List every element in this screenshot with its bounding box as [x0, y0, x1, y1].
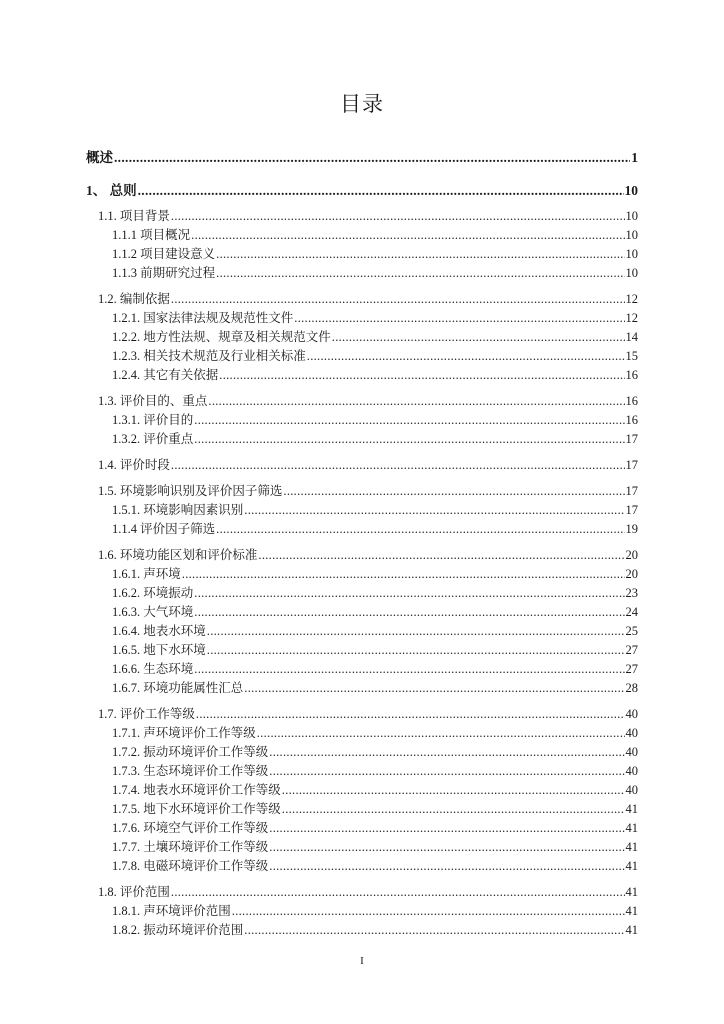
toc-entry-page: 10 [625, 209, 638, 223]
toc-entry[interactable] [98, 289, 638, 307]
toc-entry-label: 1.2.4. 其它有关依据 [112, 368, 219, 382]
toc-entry[interactable] [112, 920, 638, 938]
toc-entry-label: 1.1.3 前期研究过程 [112, 266, 216, 280]
toc-entry-label: 1.8.1. 声环境评价范围 [112, 904, 231, 918]
toc-entry-label: 1.5. 环境影响识别及评价因子筛选 [98, 484, 283, 498]
leader-dots [244, 681, 624, 696]
toc-entry-label: 1.7.4. 地表水环境评价工作等级 [112, 783, 281, 797]
toc-entry-label: 1.6.7. 环境功能属性汇总 [112, 681, 244, 695]
toc-entry-page: 40 [625, 726, 638, 740]
toc-entry-page: 28 [625, 681, 638, 695]
toc-entry-label: 1.7.8. 电磁环境评价工作等级 [112, 859, 269, 873]
leader-dots [216, 266, 624, 281]
leader-dots [208, 394, 624, 409]
toc-entry[interactable] [98, 206, 638, 224]
toc-entry-page: 10 [625, 228, 638, 242]
toc-entry[interactable] [86, 146, 638, 166]
toc-entry[interactable] [112, 818, 638, 836]
toc-entry-page: 10 [625, 266, 638, 280]
page-title: 目录 [340, 92, 384, 116]
leader-dots [194, 662, 624, 677]
toc-entry-page: 27 [625, 643, 638, 657]
toc-entry[interactable] [112, 500, 638, 518]
toc-entry[interactable] [112, 837, 638, 855]
toc-entry[interactable] [98, 455, 638, 473]
toc-entry[interactable] [112, 780, 638, 798]
toc-entry-label: 1.8. 评价范围 [98, 885, 170, 899]
toc-entry-label: 1.2. 编制依据 [98, 292, 170, 306]
toc-entry-label: 1.7.2. 振动环境评价工作等级 [112, 745, 269, 759]
toc-entry[interactable] [98, 391, 638, 409]
leader-dots [171, 885, 625, 900]
leader-dots [257, 726, 625, 741]
toc-entry[interactable] [112, 410, 638, 428]
toc-entry-label: 1.7.7. 土壤环境评价工作等级 [112, 840, 269, 854]
leader-dots [244, 923, 624, 938]
toc-entry-page: 23 [625, 586, 638, 600]
toc-entry[interactable] [112, 742, 638, 760]
leader-dots [283, 484, 624, 499]
toc-entry[interactable] [112, 640, 638, 658]
toc-entry-label: 1.6.6. 生态环境 [112, 662, 194, 676]
toc-entry-page: 16 [625, 413, 638, 427]
toc-entry[interactable] [112, 365, 638, 383]
leader-dots [196, 707, 625, 722]
toc-entry-label: 1.3.2. 评价重点 [112, 432, 194, 446]
toc-entry[interactable] [112, 519, 638, 537]
leader-dots [307, 349, 625, 364]
toc-entry-page: 25 [625, 624, 638, 638]
toc-entry-page: 14 [625, 330, 638, 344]
toc-entry-label: 1.2.3. 相关技术规范及行业相关标准 [112, 349, 306, 363]
toc-entry-label: 1.2.2. 地方性法规、规章及相关规范文件 [112, 330, 331, 344]
toc-entry-label: 1.1.1 项目概况 [112, 228, 191, 242]
toc-entry-label: 1.7. 评价工作等级 [98, 707, 195, 721]
leader-dots [207, 624, 625, 639]
toc-entry-label: 1.6.1. 声环境 [112, 567, 181, 581]
leader-dots [138, 183, 624, 199]
toc-entry[interactable] [112, 429, 638, 447]
toc-entry-label: 1.7.1. 声环境评价工作等级 [112, 726, 256, 740]
toc-entry[interactable] [112, 263, 638, 281]
toc-entry-page: 17 [625, 503, 638, 517]
toc-entry-page: 41 [625, 840, 638, 854]
toc-entry-page: 10 [625, 247, 638, 261]
leader-dots [269, 840, 624, 855]
toc-entry[interactable] [112, 244, 638, 262]
toc-entry-page: 12 [625, 311, 638, 325]
toc-entry-page: 40 [625, 764, 638, 778]
toc-entry-page: 40 [625, 707, 638, 721]
toc-entry-label: 1.1.2 项目建设意义 [112, 247, 216, 261]
toc-entry-label: 1.3.1. 评价目的 [112, 413, 194, 427]
toc-entry[interactable] [112, 678, 638, 696]
toc-entry-label: 1.3. 评价目的、重点 [98, 394, 208, 408]
leader-dots [294, 311, 624, 326]
leader-dots [171, 458, 625, 473]
toc-entry-page: 17 [625, 432, 638, 446]
leader-dots [269, 745, 624, 760]
toc-entry[interactable] [98, 481, 638, 499]
toc-entry[interactable] [112, 346, 638, 364]
toc-entry[interactable] [112, 327, 638, 345]
toc-entry-page: 41 [625, 885, 638, 899]
toc-entry[interactable] [112, 901, 638, 919]
toc-entry[interactable] [112, 723, 638, 741]
leader-dots [171, 209, 625, 224]
toc-entry-page: 41 [625, 923, 638, 937]
leader-dots [258, 548, 624, 563]
toc-entry-label: 1.5.1. 环境影响因素识别 [112, 503, 244, 517]
leader-dots [269, 764, 624, 779]
toc-entry-page: 40 [625, 745, 638, 759]
toc-entry-label: 1.7.5. 地下水环境评价工作等级 [112, 802, 281, 816]
toc-entry-page: 16 [625, 368, 638, 382]
toc-entry-page: 40 [625, 783, 638, 797]
leader-dots [182, 567, 625, 582]
toc-entry[interactable] [112, 564, 638, 582]
toc-entry-label: 1.1.4 评价因子筛选 [112, 522, 216, 536]
toc-entry-page: 24 [625, 605, 638, 619]
leader-dots [114, 150, 630, 166]
leader-dots [269, 859, 624, 874]
leader-dots [332, 330, 625, 345]
toc-entry-label: 1.4. 评价时段 [98, 458, 170, 472]
leader-dots [244, 503, 624, 518]
toc-entry-label: 1.1. 项目背景 [98, 209, 170, 223]
toc-entry-label: 1.6.4. 地表水环境 [112, 624, 206, 638]
toc-entry-page: 12 [625, 292, 638, 306]
leader-dots [171, 292, 625, 307]
toc-entry-page: 10 [624, 183, 638, 198]
toc-entry-page: 17 [625, 458, 638, 472]
toc-entry-label: 1.8.2. 振动环境评价范围 [112, 923, 244, 937]
leader-dots [194, 432, 624, 447]
toc-entry[interactable] [112, 225, 638, 243]
toc-entry-label: 1.6.3. 大气环境 [112, 605, 194, 619]
toc-entry-label: 概述 [86, 150, 113, 165]
toc-entry[interactable] [112, 799, 638, 817]
toc-entry-page: 41 [625, 821, 638, 835]
leader-dots [282, 783, 625, 798]
toc-entry-label: 1.6. 环境功能区划和评价标准 [98, 548, 258, 562]
toc-entry[interactable] [112, 659, 638, 677]
toc-entry-label: 1、 总则 [86, 183, 137, 198]
leader-dots [191, 228, 624, 243]
leader-dots [282, 802, 625, 817]
toc-entry-page: 19 [625, 522, 638, 536]
toc-entry-page: 41 [625, 904, 638, 918]
toc-entry-page: 41 [625, 802, 638, 816]
leader-dots [194, 605, 624, 620]
toc-entry-page: 15 [625, 349, 638, 363]
leader-dots [219, 368, 624, 383]
toc-entry-label: 1.2.1. 国家法律法规及规范性文件 [112, 311, 294, 325]
leader-dots [207, 643, 625, 658]
toc-entry-page: 41 [625, 859, 638, 873]
toc-entry[interactable] [98, 704, 638, 722]
toc-entry-page: 16 [625, 394, 638, 408]
toc-entry[interactable] [98, 545, 638, 563]
toc-entry-label: 1.6.2. 环境振动 [112, 586, 194, 600]
toc-entry[interactable] [112, 583, 638, 601]
page-number: I [360, 955, 364, 967]
toc-entry-page: 1 [631, 150, 638, 165]
toc-entry-label: 1.6.5. 地下水环境 [112, 643, 206, 657]
toc-entry[interactable] [86, 179, 638, 199]
toc-entry-page: 20 [625, 548, 638, 562]
leader-dots [216, 247, 624, 262]
toc-entry-label: 1.7.6. 环境空气评价工作等级 [112, 821, 269, 835]
leader-dots [194, 413, 624, 428]
toc-entry[interactable] [112, 602, 638, 620]
leader-dots [232, 904, 625, 919]
toc-entry-label: 1.7.3. 生态环境评价工作等级 [112, 764, 269, 778]
leader-dots [194, 586, 624, 601]
toc-entry-page: 27 [625, 662, 638, 676]
toc-entry[interactable] [112, 856, 638, 874]
toc-entry[interactable] [112, 621, 638, 639]
leader-dots [216, 522, 624, 537]
toc-entry-page: 17 [625, 484, 638, 498]
toc-entry[interactable] [98, 882, 638, 900]
toc-entry-page: 20 [625, 567, 638, 581]
toc-entry[interactable] [112, 761, 638, 779]
leader-dots [269, 821, 624, 836]
toc-entry[interactable] [112, 308, 638, 326]
